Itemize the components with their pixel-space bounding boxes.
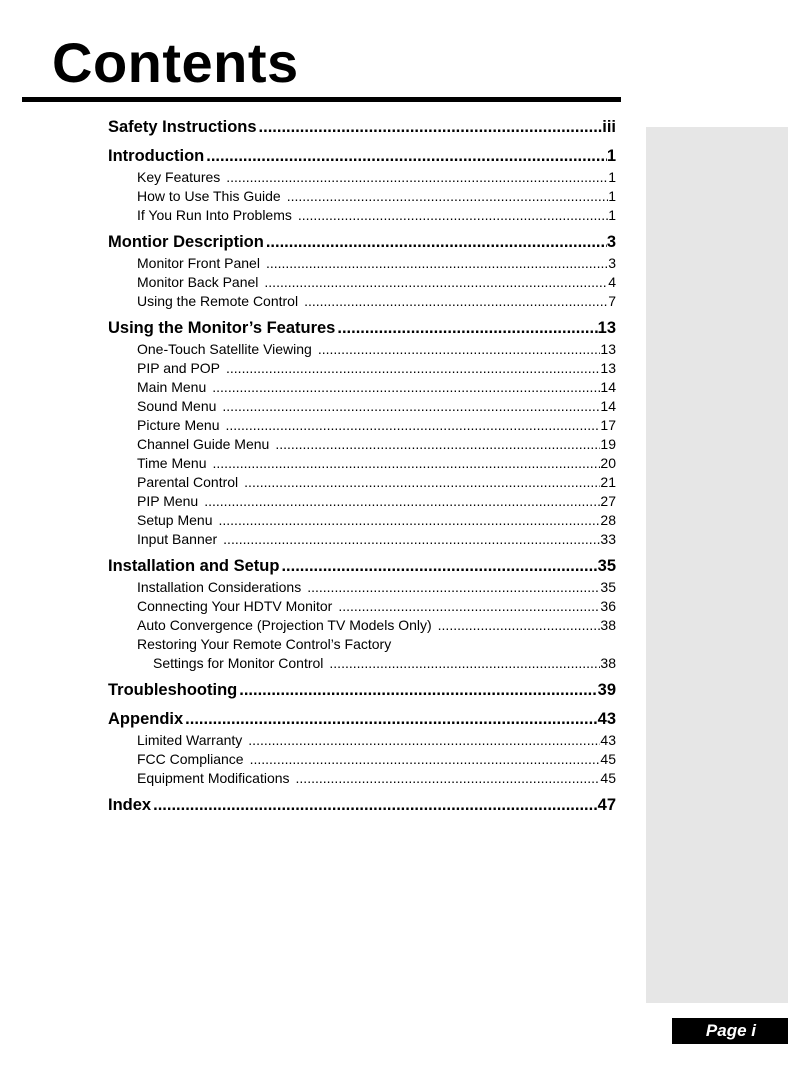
dot-leader <box>244 750 601 769</box>
toc-page: 19 <box>600 436 616 452</box>
dot-leader <box>301 578 600 597</box>
toc-label: Main Menu <box>137 379 207 395</box>
dot-leader <box>207 454 601 473</box>
toc-subentry[interactable] <box>108 187 616 206</box>
toc-entry-appendix[interactable] <box>108 708 616 731</box>
dot-leader <box>198 492 600 511</box>
toc-page: 1 <box>608 188 616 204</box>
toc-label: Setup Menu <box>137 512 213 528</box>
toc-label: One-Touch Satellite Viewing <box>137 341 312 357</box>
dot-leader <box>216 397 600 416</box>
toc-subentry[interactable] <box>108 359 616 378</box>
toc-subentry[interactable] <box>108 273 616 292</box>
toc-label: Channel Guide Menu <box>137 436 270 452</box>
toc-page: 33 <box>600 531 616 547</box>
toc-label: Input Banner <box>137 531 218 547</box>
toc-page: iii <box>602 118 616 136</box>
toc-page: 45 <box>600 770 616 786</box>
toc-label: Troubleshooting <box>108 681 238 699</box>
toc-label: Introduction <box>108 147 205 165</box>
toc-subentry[interactable] <box>108 454 616 473</box>
toc-page: 4 <box>608 274 616 290</box>
title-rule <box>22 97 621 102</box>
toc-subentry[interactable] <box>108 578 616 597</box>
dot-leader <box>220 168 608 187</box>
toc-subentry[interactable] <box>108 511 616 530</box>
toc-entry-introduction[interactable] <box>108 145 616 168</box>
dot-leader <box>217 530 600 549</box>
dot-leader <box>290 769 601 788</box>
dot-leader <box>220 359 600 378</box>
toc-page: 36 <box>600 598 616 614</box>
toc-label: How to Use This Guide <box>137 188 281 204</box>
dot-leader <box>298 292 608 311</box>
toc-page: 21 <box>600 474 616 490</box>
dot-leader <box>432 616 601 635</box>
toc-entry-troubleshooting[interactable] <box>108 679 616 702</box>
toc-label: FCC Compliance <box>137 751 244 767</box>
toc-page: 27 <box>600 493 616 509</box>
toc-entry-index[interactable] <box>108 794 616 817</box>
toc-label: Time Menu <box>137 455 207 471</box>
dot-leader <box>238 473 600 492</box>
toc-label: Connecting Your HDTV Monitor <box>137 598 333 614</box>
dot-leader <box>264 231 607 254</box>
dot-leader <box>281 187 609 206</box>
toc-label: Using the Remote Control <box>137 293 299 309</box>
toc-label: Installation Considerations <box>137 579 302 595</box>
toc-label: Settings for Monitor Control <box>153 655 324 671</box>
toc-subentry[interactable] <box>108 750 616 769</box>
toc-label: Safety Instructions <box>108 118 257 136</box>
toc-label: Limited Warranty <box>137 732 243 748</box>
side-band <box>646 127 788 1003</box>
toc-page: 45 <box>600 751 616 767</box>
toc-subentry[interactable] <box>108 168 616 187</box>
toc-page: 43 <box>597 710 616 728</box>
toc-page: 47 <box>597 796 616 814</box>
dot-leader <box>292 206 608 225</box>
table-of-contents <box>108 116 616 817</box>
toc-page: 1 <box>608 169 616 185</box>
dot-leader <box>242 731 600 750</box>
dot-leader <box>237 679 597 702</box>
toc-page: 13 <box>600 360 616 376</box>
toc-label: Monitor Back Panel <box>137 274 259 290</box>
toc-page: 43 <box>600 732 616 748</box>
dot-leader <box>183 708 597 731</box>
toc-entry-installation-and-setup[interactable] <box>108 555 616 578</box>
toc-label: Appendix <box>108 710 184 728</box>
dot-leader <box>279 555 597 578</box>
toc-subentry[interactable] <box>108 769 616 788</box>
toc-label: Restoring Your Remote Control’s Factory <box>137 636 392 652</box>
toc-label: Installation and Setup <box>108 557 280 575</box>
toc-page: 13 <box>600 341 616 357</box>
toc-subentry[interactable] <box>108 616 616 635</box>
toc-subentry[interactable] <box>108 731 616 750</box>
toc-page: 39 <box>597 681 616 699</box>
dot-leader <box>332 597 600 616</box>
dot-leader <box>213 511 601 530</box>
toc-label: If You Run Into Problems <box>137 207 292 223</box>
toc-page: 28 <box>600 512 616 528</box>
toc-page: 1 <box>608 207 616 223</box>
page-title: Contents <box>52 31 299 94</box>
toc-label: PIP and POP <box>137 360 221 376</box>
toc-page: 14 <box>600 398 616 414</box>
dot-leader <box>206 378 600 397</box>
dot-leader <box>260 254 608 273</box>
toc-entry-monitor-description[interactable] <box>108 231 616 254</box>
toc-subentry[interactable] <box>108 340 616 359</box>
dot-leader <box>204 145 607 168</box>
toc-page: 14 <box>600 379 616 395</box>
toc-page: 35 <box>597 557 616 575</box>
toc-label: Monitor Front Panel <box>137 255 260 271</box>
toc-entry-monitor-features[interactable] <box>108 317 616 340</box>
toc-label: Equipment Modifications <box>137 770 290 786</box>
toc-subentry[interactable] <box>108 530 616 549</box>
toc-subentry-restore-line-2[interactable] <box>108 654 616 673</box>
toc-page: 3 <box>608 255 616 271</box>
toc-subentry[interactable] <box>108 492 616 511</box>
toc-subentry[interactable] <box>108 254 616 273</box>
toc-label: Using the Monitor’s Features <box>108 319 336 337</box>
toc-subentry[interactable] <box>108 292 616 311</box>
toc-label: Sound Menu <box>137 398 217 414</box>
toc-label: PIP Menu <box>137 493 199 509</box>
toc-subentry-restore-line-1[interactable] <box>108 635 616 654</box>
toc-page: 35 <box>600 579 616 595</box>
toc-subentry[interactable] <box>108 416 616 435</box>
toc-subentry[interactable] <box>108 473 616 492</box>
toc-page: 3 <box>606 233 616 251</box>
toc-entry-safety-instructions[interactable] <box>108 116 616 139</box>
toc-label: Picture Menu <box>137 417 220 433</box>
dot-leader <box>257 116 603 139</box>
toc-page: 38 <box>600 655 616 671</box>
toc-page: 13 <box>597 319 616 337</box>
toc-page: 38 <box>600 617 616 633</box>
dot-leader <box>269 435 600 454</box>
toc-label: Montior Description <box>108 233 264 251</box>
toc-page: 1 <box>606 147 616 165</box>
toc-subentry[interactable] <box>108 435 616 454</box>
toc-page: 7 <box>608 293 616 309</box>
toc-label: Parental Control <box>137 474 239 490</box>
toc-label: Auto Convergence (Projection TV Models Only) <box>137 617 432 633</box>
dot-leader <box>258 273 608 292</box>
dot-leader <box>151 794 598 817</box>
page-number-badge: Page i <box>672 1018 788 1044</box>
toc-page: 17 <box>600 417 616 433</box>
toc-label: Key Features <box>137 169 221 185</box>
dot-leader <box>335 317 597 340</box>
dot-leader <box>312 340 601 359</box>
dot-leader <box>323 654 600 673</box>
toc-page: 20 <box>600 455 616 471</box>
dot-leader <box>219 416 600 435</box>
toc-label: Index <box>108 796 152 814</box>
toc-subentry[interactable] <box>108 378 616 397</box>
toc-subentry[interactable] <box>108 206 616 225</box>
toc-subentry[interactable] <box>108 397 616 416</box>
toc-subentry[interactable] <box>108 597 616 616</box>
